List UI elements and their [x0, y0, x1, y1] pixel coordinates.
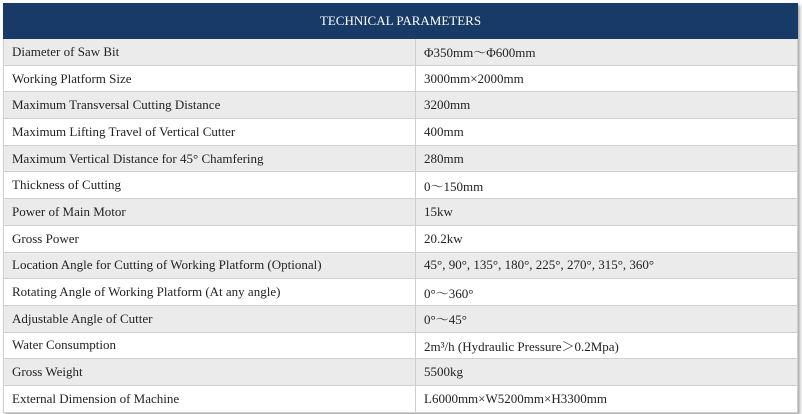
param-value: 45°, 90°, 135°, 180°, 225°, 270°, 315°, 360° — [416, 252, 798, 279]
param-name: Working Platform Size — [4, 65, 416, 92]
param-value: 280mm — [416, 145, 798, 172]
table-row — [4, 385, 798, 412]
param-name: Adjustable Angle of Cutter — [4, 305, 416, 332]
table-row — [4, 39, 798, 66]
table-row — [4, 199, 798, 226]
table-row — [4, 145, 798, 172]
param-name: Maximum Lifting Travel of Vertical Cutter — [4, 119, 416, 146]
param-name: External Dimension of Machine — [4, 385, 416, 412]
param-value: 0～150mm — [416, 172, 798, 199]
param-name: Maximum Transversal Cutting Distance — [4, 92, 416, 119]
param-value: 0°～360° — [416, 279, 798, 306]
table-row — [4, 225, 798, 252]
table-row — [4, 332, 798, 359]
param-name: Diameter of Saw Bit — [4, 39, 416, 66]
param-value: 3200mm — [416, 92, 798, 119]
table-row — [4, 252, 798, 279]
param-name: Location Angle for Cutting of Working Platform (Optional) — [4, 252, 416, 279]
param-name: Rotating Angle of Working Platform (At any angle) — [4, 279, 416, 306]
param-value: L6000mm×W5200mm×H3300mm — [416, 385, 798, 412]
table-row — [4, 172, 798, 199]
param-value: 3000mm×2000mm — [416, 65, 798, 92]
table-title: TECHNICAL PARAMETERS — [4, 4, 798, 39]
table-row — [4, 359, 798, 386]
param-value: Φ350mm～Φ600mm — [416, 39, 798, 66]
table-row — [4, 305, 798, 332]
param-name: Power of Main Motor — [4, 199, 416, 226]
table-row — [4, 65, 798, 92]
param-name: Gross Weight — [4, 359, 416, 386]
param-value: 400mm — [416, 119, 798, 146]
param-name: Thickness of Cutting — [4, 172, 416, 199]
param-value: 5500kg — [416, 359, 798, 386]
table-row — [4, 279, 798, 306]
table-body — [4, 39, 798, 413]
table-row — [4, 119, 798, 146]
table-row — [4, 92, 798, 119]
technical-parameters-table — [3, 3, 798, 413]
param-value: 2m³/h (Hydraulic Pressure＞0.2Mpa) — [416, 332, 798, 359]
param-value: 20.2kw — [416, 225, 798, 252]
param-name: Gross Power — [4, 225, 416, 252]
param-value: 0°～45° — [416, 305, 798, 332]
param-name: Water Consumption — [4, 332, 416, 359]
param-value: 15kw — [416, 199, 798, 226]
param-name: Maximum Vertical Distance for 45° Chamfering — [4, 145, 416, 172]
table-header-row — [4, 4, 798, 39]
